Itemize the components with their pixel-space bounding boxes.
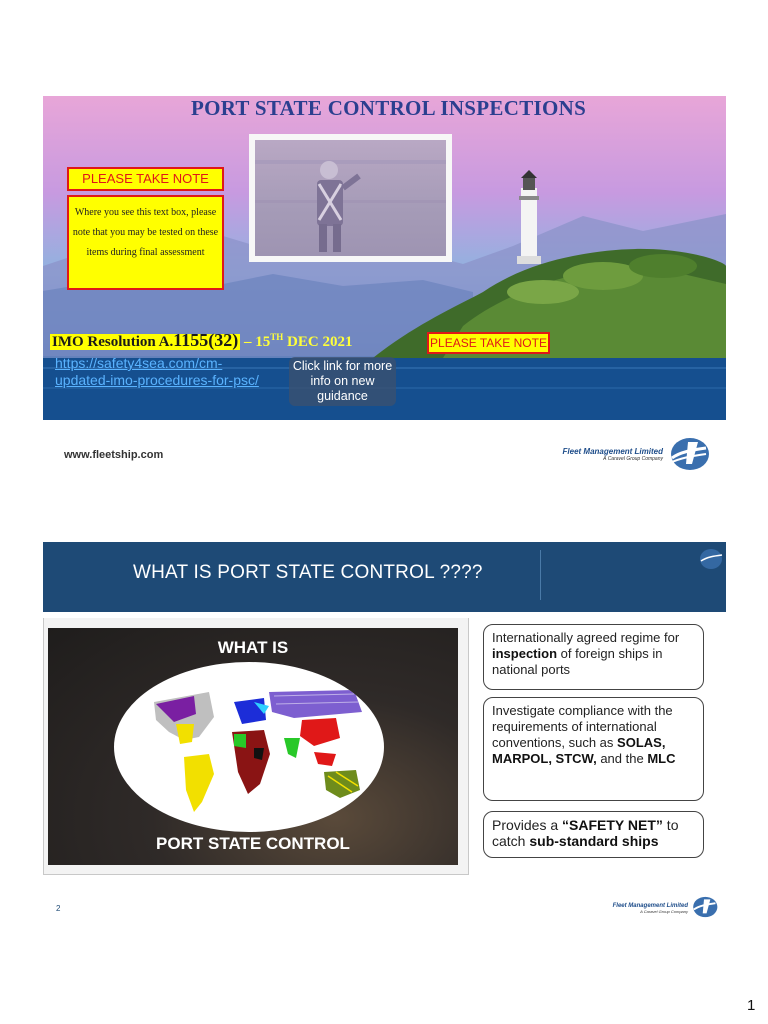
info-box-compliance [483,697,704,801]
box3-bold-substandard: sub-standard ships [529,833,659,849]
note-text-box: Where you see this text box, please note that you may be tested on these items during final assessment [67,195,224,290]
slide-2-header [43,542,726,612]
page-number: 1 [747,997,756,1014]
company-sub-text: A Caravel Group Company [603,456,663,462]
slide-2-title: WHAT IS PORT STATE CONTROL ???? [133,562,483,583]
box3-text-mid: to catch [492,817,679,849]
company-name-slide2 [600,903,688,914]
company-name-text: Fleet Management Limited [562,447,663,456]
image-bottom-text: PORT STATE CONTROL [156,834,350,853]
imo-sup: TH [270,332,284,342]
box2-bold-mlc: MLC [647,751,676,766]
box1-text-end: of foreign ships in national ports [492,646,663,677]
company-sub-text-2: A Caravel Group Company [640,909,688,914]
fleet-management-logo-icon [666,436,710,472]
footer-url[interactable]: www.fleetship.com [64,449,164,461]
inspector-figure [255,140,446,256]
info-box-regime [483,624,704,690]
image-top-text: WHAT IS [217,638,289,657]
header-divider [540,550,541,600]
box3-bold-safety-net: “SAFETY NET” [562,817,663,833]
fleet-management-logo-icon-small [690,895,718,919]
inspector-photo [249,134,452,262]
box2-bold-conventions: SOLAS, MARPOL, STCW, [492,735,666,766]
port-state-control-image [48,628,458,865]
imo-resolution-line [50,330,352,351]
safety4sea-link[interactable]: https://safety4sea.com/cm-updated-imo-procedures-for-psc/ [55,355,259,388]
box3-text: Provides a [492,817,563,833]
click-link-callout: Click link for more info on new guidance [289,357,396,406]
please-take-note-label: PLEASE TAKE NOTE [67,167,224,191]
world-map-icon [114,662,384,832]
box1-text: Internationally agreed regime for [492,630,680,645]
slide-title: PORT STATE CONTROL INSPECTIONS [190,96,587,120]
imo-date: DEC 2021 [283,334,353,350]
imo-number: 1155(32) [173,330,239,350]
slide-number: 2 [56,904,61,913]
company-name [528,447,663,462]
box2-text: Investigate compliance with the requirements of international conventions, such as [492,703,673,750]
slide-1 [43,96,726,420]
please-take-note-label-2: PLEASE TAKE NOTE [427,332,550,354]
box1-bold: inspection [492,646,558,661]
imo-prefix: IMO Resolution A. [52,334,174,350]
header-logo-icon [698,546,724,572]
box2-text-mid: and the [596,751,648,766]
info-box-safety-net [483,811,704,858]
imo-dash: – 15 [240,334,271,350]
company-name-text-2: Fleet Management Limited [612,903,688,909]
